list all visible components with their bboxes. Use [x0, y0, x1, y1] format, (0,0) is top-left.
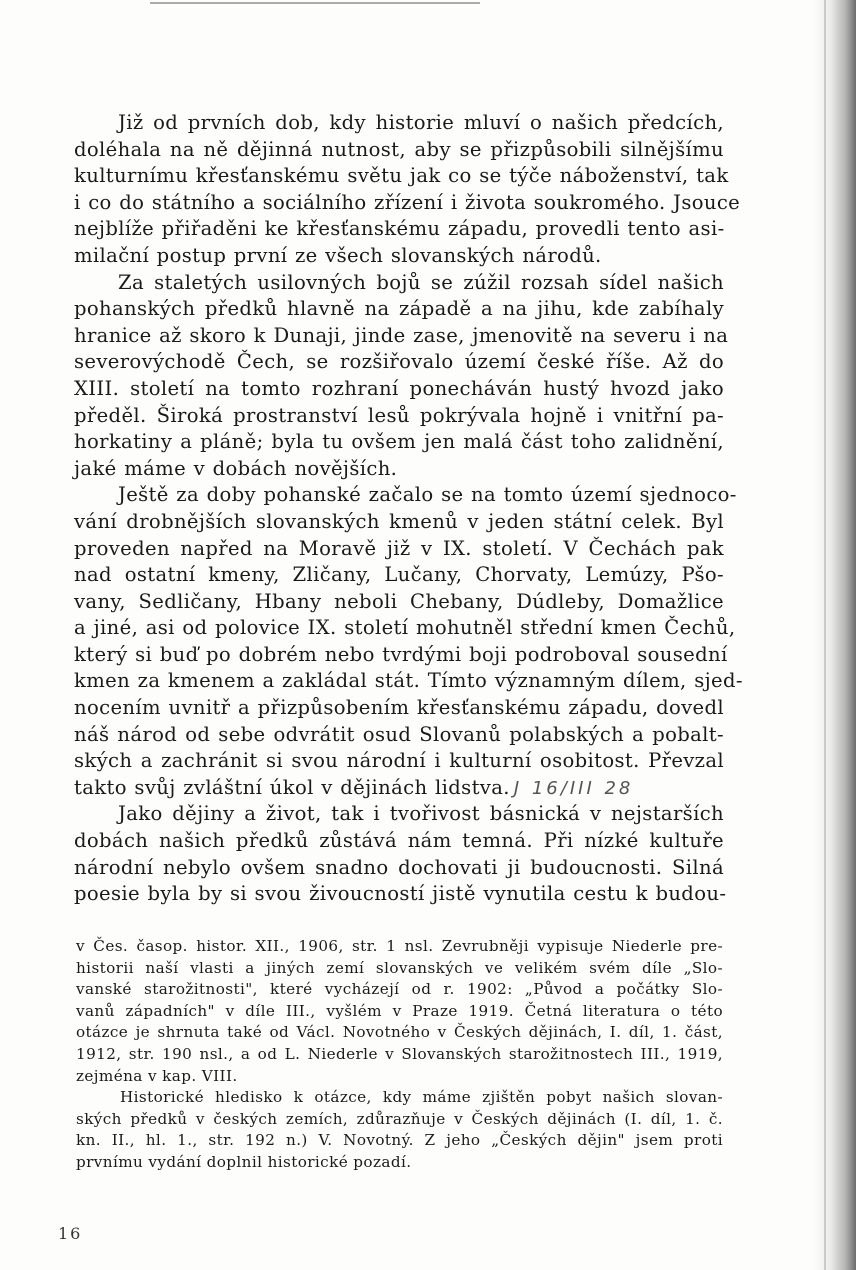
text-line: Za staletých usilovných bojů se zúžil rozsah sídel našich: [118, 270, 724, 294]
text-line: vání drobnějších slovanských kmenů v jeden státní celek. Byl: [74, 509, 724, 533]
text-line: kulturnímu křesťanskému světu jak co se týče náboženství, tak: [74, 164, 729, 188]
text-line: jaké máme v dobách novějších.: [74, 456, 398, 480]
text-line: XIII. století na tomto rozhraní ponecháván hustý hvozd jako: [74, 376, 724, 400]
text-line: který si buď po dobrém nebo tvrdými boji podroboval sousední: [74, 642, 728, 666]
page-number: 16: [58, 1224, 83, 1243]
text-line: nad ostatní kmeny, Zličany, Lučany, Chorvaty, Lemúzy, Pšo-: [74, 563, 724, 587]
text-line: vany, Sedličany, Hbany neboli Chebany, Dúdleby, Domažlice: [74, 589, 724, 613]
footnote-line: ských předků v českých zemích, zdůrazňuje v Českých dějinách (I. díl, 1. č.: [76, 1109, 723, 1128]
text-line: poesie byla by si svou živoucností jistě vynutila cestu k budou-: [74, 882, 727, 906]
top-edge-line: [150, 2, 480, 4]
text-line: kmen za kmenem a zakládal stát. Tímto významným dílem, sjed-: [74, 669, 743, 693]
text-line: Jako dějiny a život, tak i tvořivost básnická v nejstarších: [118, 802, 724, 826]
footnote-line: zejména v kap. VIII.: [76, 1066, 238, 1085]
text-line: ských a zachránit si svou národní i kulturní osobitost. Převzal: [74, 749, 724, 773]
footnotes: [76, 936, 723, 1174]
text-line: horkatiny a pláně; byla tu ovšem jen malá část toho zalidnění,: [74, 430, 724, 454]
text-line: Již od prvních dob, kdy historie mluví o našich předcích,: [118, 111, 724, 134]
footnote-line: otázce je shrnuta také od Václ. Novotného v Českých dějinách, I. díl, 1. část,: [76, 1023, 723, 1042]
text-line: i co do státního a sociálního zřízení i života soukromého. Jsouce: [74, 190, 741, 214]
footnote-line: historii naší vlasti a jiných zemí slovanských ve velikém svém díle „Slo-: [76, 958, 723, 977]
footnote-line: prvnímu vydání doplnil historické pozadí.: [76, 1152, 412, 1171]
text-line: Ještě za doby pohanské začalo se na tomto území sjednoco-: [118, 483, 737, 507]
text-line: dobách našich předků zůstává nám temná. Při nízké kultuře: [74, 829, 724, 853]
text-line: takto svůj zvláštní úkol v dějinách lidstva.: [74, 775, 510, 799]
text-line: pohanských předků hlavně na západě a na jihu, kde zabíhaly: [74, 297, 724, 321]
footnote-line: kn. II., hl. 1., str. 192 n.) V. Novotný. Z jeho „Českých dějin" jsem proti: [76, 1131, 723, 1150]
text-line: severovýchodě Čech, se rozšiřovalo území české říše. Až do: [74, 350, 724, 374]
footnote-line: vanů západních" v díle III., vyšlém v Praze 1919. Četná literatura o této: [76, 1001, 723, 1020]
text-line: hranice až skoro k Dunaji, jinde zase, jmenovitě na severu i na: [74, 323, 729, 347]
text-line: doléhala na ně dějinná nutnost, aby se přizpůsobili silnějšímu: [74, 137, 724, 161]
footnote-line: v Čes. časop. histor. XII., 1906, str. 1 nsl. Zevrubněji vypisuje Niederle pre-: [76, 937, 723, 955]
text-line: předěl. Široká prostranství lesů pokrývala hojně i vnitřní pa-: [74, 403, 724, 427]
text-line: nocením uvnitř a přizpůsobením křesťanskému západu, dovedl: [74, 696, 724, 720]
text-line: náš národ od sebe odvrátit osud Slovanů polabských a pobalt-: [74, 722, 724, 746]
main-text: [74, 110, 743, 908]
text-line: a jiné, asi od polovice IX. století mohutněl střední kmen Čechů,: [74, 616, 736, 640]
handwritten-annotation: J 16/III 28: [513, 777, 634, 799]
footnote-line: 1912, str. 190 nsl., a od L. Niederle v Slovanských starožitnostech III., 1919,: [76, 1044, 723, 1063]
text-line-with-note: [74, 775, 724, 802]
text-line: proveden napřed na Moravě již v IX. století. V Čechách pak: [74, 536, 724, 560]
text-line: milační postup první ze všech slovanských národů.: [74, 243, 602, 267]
text-line: nejblíže přiřaděni ke křesťanskému západu, provedli tento asi-: [74, 217, 725, 241]
spine-shadow: [814, 0, 856, 1270]
text-line: národní nebylo ovšem snadno dochovati ji budoucnosti. Silná: [74, 855, 724, 879]
footnote-line: Historické hledisko k otázce, kdy máme zjištěn pobyt našich slovan-: [120, 1088, 723, 1107]
footnote-line: vanské starožitnosti", které vycházejí od r. 1902: „Původ a počátky Slo-: [76, 980, 723, 999]
